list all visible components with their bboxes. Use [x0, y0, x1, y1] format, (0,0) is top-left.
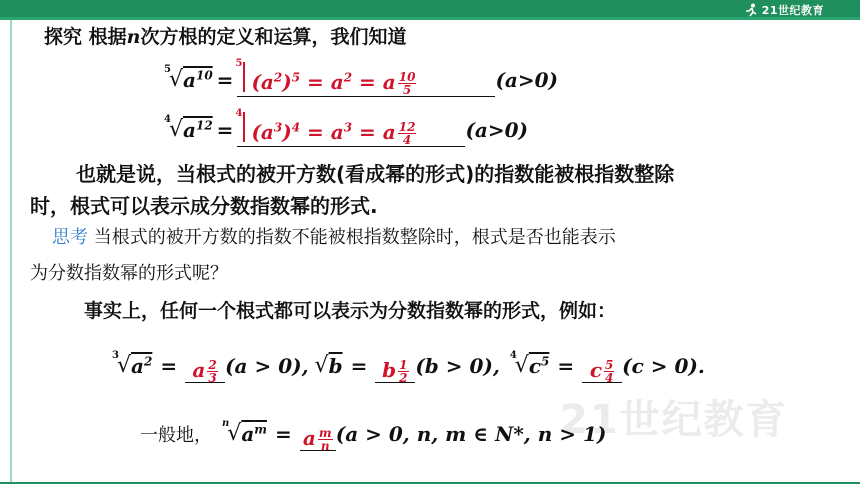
- think-label: 思考: [52, 227, 88, 248]
- eq2-ans-index: 4: [235, 108, 243, 119]
- general-row: 一般地， n √ $a^m$ = a $\frac{m}{n}$ (a > 0, n, m ∈ N*, n > 1): [140, 418, 607, 454]
- eq2-condition: (a>0): [465, 117, 528, 142]
- eq1-radicand: $a^{10}$: [183, 67, 213, 92]
- equation-1: 5 √ $a^{10}$ = 5 $(a^2)^5 = a^2 = a$ $\frac{10}{5}$ (a>0): [164, 58, 558, 98]
- top-bar-stripe: [0, 17, 860, 20]
- general-answer-blank: [300, 416, 336, 454]
- ex3-condition: (c > 0).: [622, 353, 705, 378]
- radical-icon: √: [116, 353, 131, 378]
- ex1-answer: a $\frac{2}{3}$: [192, 358, 217, 386]
- radical-icon: √: [168, 67, 183, 92]
- intro-prefix: 探究 根据: [44, 26, 127, 48]
- ex3-answer-blank: [582, 348, 622, 386]
- para1-line2: 时，根式可以表示成分数指数幂的形式.: [30, 194, 378, 218]
- radical-icon: √: [227, 421, 242, 446]
- eq2-answer-blank: [235, 108, 465, 148]
- ex3-index: 4: [509, 350, 517, 361]
- radical-icon: √: [314, 353, 329, 378]
- ex2-radicand: b: [328, 353, 343, 378]
- eq2-index: 4: [164, 114, 171, 125]
- eq2-ans-radical-bar: [243, 112, 245, 142]
- general-prefix: 一般地，: [140, 424, 212, 446]
- para1-line1: 也就是说，当根式的被开方数(看成幂的形式)的指数能被根指数整除: [76, 162, 675, 186]
- ex2-answer: b $\frac{1}{2}$: [382, 358, 408, 386]
- ex2-condition: (b > 0),: [415, 353, 500, 378]
- radical-icon: √: [168, 117, 183, 142]
- think-line1: [52, 223, 616, 249]
- general-answer: a $\frac{m}{n}$: [302, 426, 332, 454]
- ex1-radicand: $a^2$: [131, 353, 153, 378]
- left-rule: [10, 20, 12, 484]
- ex3-answer: c $\frac{5}{4}$: [589, 358, 614, 386]
- brand-logo: [744, 0, 824, 20]
- fact-line: 事实上，任何一个根式都可以表示为分数指数幂的形式，例如：: [84, 300, 617, 322]
- intro-suffix: 次方根的定义和运算，我们知道: [140, 26, 407, 48]
- eq1-answer: $(a^2)^5 = a^2 = a$ $\frac{10}{5}$: [251, 70, 416, 98]
- eq1-ans-radical-bar: [243, 62, 245, 92]
- general-index: n: [222, 418, 230, 429]
- intro-var: n: [126, 26, 141, 48]
- eq1-ans-index: 5: [235, 58, 243, 69]
- equation-2: 4 √ $a^{12}$ = 4 $(a^3)^4 = a^3 = a$ $\frac{12}{4}$ (a>0): [164, 108, 528, 148]
- eq2-answer: $(a^3)^4 = a^3 = a$ $\frac{12}{4}$: [251, 120, 416, 148]
- eq2-radicand: $a^{12}$: [183, 117, 213, 142]
- ex1-condition: (a > 0),: [225, 353, 309, 378]
- radical-icon: √: [514, 353, 529, 378]
- logo-text: 21世纪教育: [761, 4, 824, 17]
- eq1-index: 5: [164, 64, 171, 75]
- general-condition: (a > 0, n, m ∈ N*, n > 1): [335, 421, 607, 446]
- examples-row: 3 √ $a^2$ = a $\frac{2}{3}$ (a > 0), √ b = b $\frac{1}{2}$ (b > 0), 4 √ $c^5$ = c $\frac{5}{4}$ (c > 0).: [112, 350, 705, 386]
- ex1-index: 3: [112, 350, 119, 361]
- runner-icon: [744, 3, 758, 17]
- ex3-radicand: $c^5$: [528, 353, 550, 378]
- general-radicand: $a^m$: [241, 421, 267, 446]
- think-line2: 为分数指数幂的形式呢？: [30, 263, 228, 284]
- eq1-answer-blank: [235, 58, 495, 98]
- top-bar: [0, 0, 860, 20]
- watermark: 21世纪教育: [560, 397, 788, 443]
- intro-line: [44, 22, 406, 49]
- ex1-answer-blank: [185, 348, 225, 386]
- ex2-answer-blank: [375, 348, 415, 386]
- think-text1: 当根式的被开方数的指数不能被根指数整除时，根式是否也能表示: [88, 227, 616, 248]
- eq1-condition: (a>0): [495, 67, 558, 92]
